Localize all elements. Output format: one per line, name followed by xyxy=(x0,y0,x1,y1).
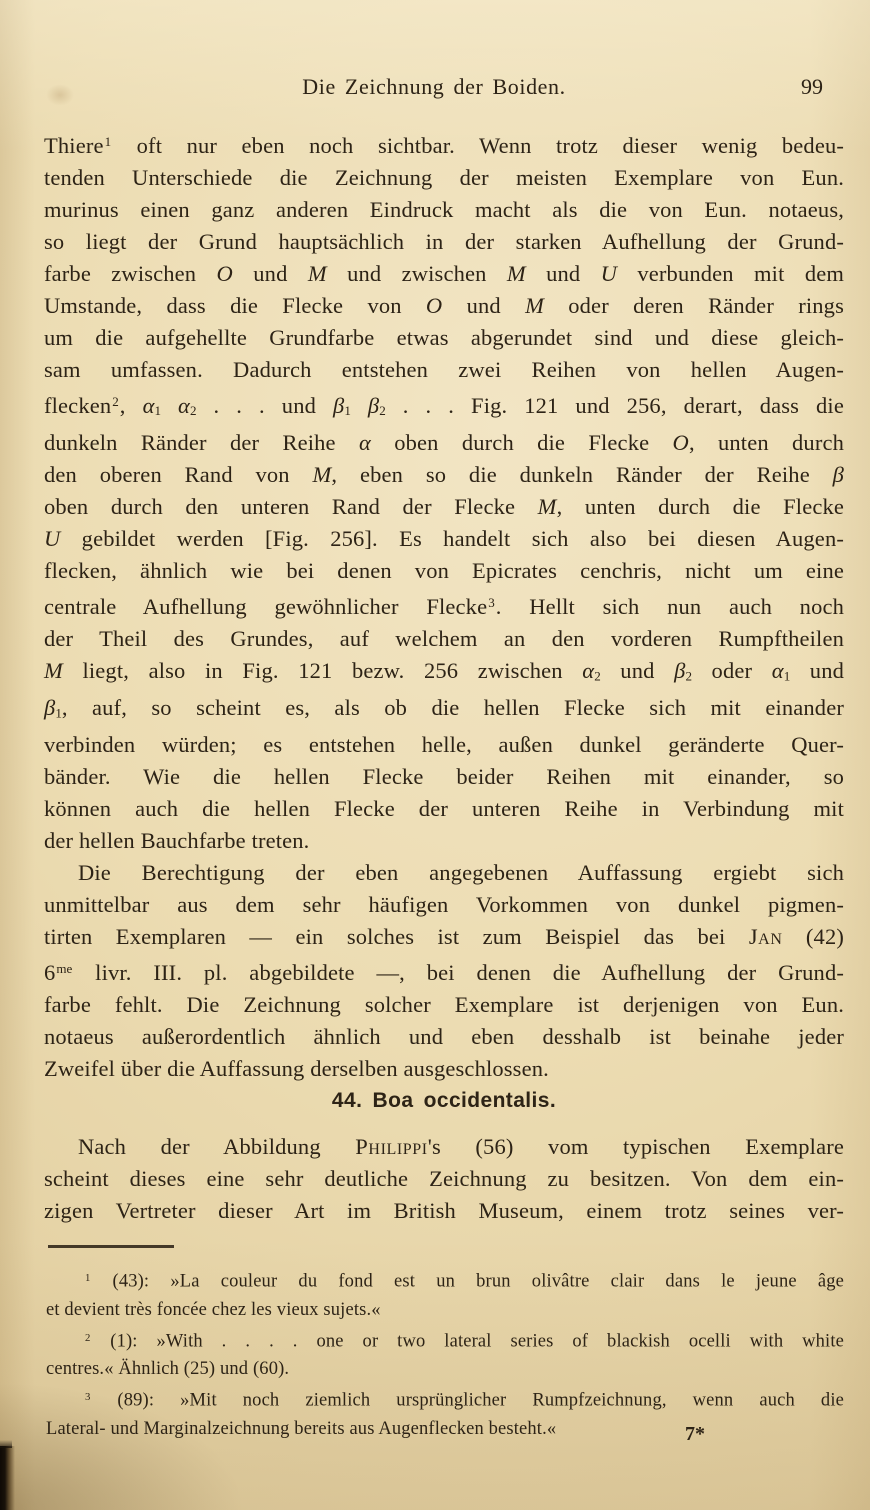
text-line: der Theil des Grundes, auf welchem an den vorderen Rumpftheilen xyxy=(44,625,844,651)
text-line: β1, auf, so scheint es, als ob die hellen Flecke sich mit einander xyxy=(44,695,844,721)
running-header: Die Zeichnung der Boiden. xyxy=(302,74,566,99)
text-line: $^2$ (1): »With . . . . one or two lateral series of blackish ocelli with white xyxy=(85,1331,844,1352)
text-line: Zweifel über die Auffassung derselben ausgeschlossen. xyxy=(44,1056,549,1082)
text-line: dunkeln Ränder der Reihe α oben durch die Flecke O, unten durch xyxy=(44,429,845,455)
footnote-rule xyxy=(48,1245,174,1248)
text-line: Thiere$^1$ oft nur eben noch sichtbar. Wenn trotz dieser wenig bedeu- xyxy=(44,132,844,158)
text-line: farbe fehlt. Die Zeichnung solcher Exemplare ist derjenigen von Eun. xyxy=(44,992,844,1018)
text-line: verbinden würden; es entstehen helle, außen dunkel geränderte Quer- xyxy=(44,732,844,758)
text-line: murinus einen ganz anderen Eindruck macht als die von Eun. notaeus, xyxy=(44,196,844,222)
signature-mark: 7* xyxy=(685,1423,705,1445)
text-line: centres.« Ähnlich (25) und (60). xyxy=(46,1359,290,1380)
body-text-continued xyxy=(44,1131,844,1227)
text-line: $6^{me}$ livr. III. pl. abgebildete —, bei denen die Aufhellung der Grund- xyxy=(44,960,844,986)
text-line: Nach der Abbildung Philippi's (56) vom typischen Exemplare xyxy=(78,1134,844,1159)
footnotes xyxy=(46,1264,844,1443)
text-line: der hellen Bauchfarbe treten. xyxy=(44,828,310,854)
text-line: sam umfassen. Dadurch entstehen zwei Reihen von hellen Augen- xyxy=(44,356,844,382)
text-line: so liegt der Grund hauptsächlich in der starken Aufhellung der Grund- xyxy=(44,228,844,254)
text-line: unmittelbar aus dem sehr häufigen Vorkommen von dunkel pigmen- xyxy=(44,892,844,918)
text-line: Umstande, dass die Flecke von O und M oder deren Ränder rings xyxy=(44,292,844,318)
page-number: 99 xyxy=(801,74,823,99)
text-line: $^3$ (89): »Mit noch ziemlich ursprünglicher Rumpfzeichnung, wenn auch die xyxy=(85,1390,844,1411)
text-line: tenden Unterschiede die Zeichnung der meisten Exemplare von Eun. xyxy=(44,164,844,190)
text-line: flecken$^2$, α1 α2 . . . und β1 β2 . . . Fig. 121 und 256, derart, dass die xyxy=(44,392,844,418)
text-line: flecken, ähnlich wie bei denen von Epicrates cenchris, nicht um eine xyxy=(44,557,844,583)
text-line: et devient très foncée chez les vieux sujets.« xyxy=(46,1299,381,1320)
text-line: Lateral- und Marginalzeichnung bereits aus Augenflecken besteht.« xyxy=(46,1418,557,1439)
text-line: können auch die hellen Flecke der unteren Reihe in Verbindung mit xyxy=(44,796,844,822)
text-line: tirten Exemplaren — ein solches ist zum Beispiel das bei Jan (42) xyxy=(44,924,844,950)
text-line: U gebildet werden [Fig. 256]. Es handelt sich also bei diesen Augen- xyxy=(44,525,844,551)
book-spine-shadow xyxy=(0,1446,16,1510)
text-line: centrale Aufhellung gewöhnlicher Flecke$^3$. Hellt sich nun auch noch xyxy=(44,593,845,619)
text-line: den oberen Rand von M, eben so die dunkeln Ränder der Reihe β xyxy=(44,461,844,487)
text-line: $^1$ (43): »La couleur du fond est un brun olivâtre clair dans le jeune âge xyxy=(85,1271,844,1292)
body-text xyxy=(44,126,844,1085)
text-line: um die aufgehellte Grundfarbe etwas abgerundet sind und diese gleich- xyxy=(44,324,844,350)
text-line: zigen Vertreter dieser Art im British Museum, einem trotz seines ver- xyxy=(44,1198,844,1223)
text-line: farbe zwischen O und M und zwischen M und U verbunden mit dem xyxy=(44,260,845,286)
section-heading: 44. Boa occidentalis. xyxy=(331,1089,557,1112)
text-line: notaeus außerordentlich ähnlich und eben desshalb ist beinahe jeder xyxy=(44,1024,844,1050)
text-line: scheint dieses eine sehr deutliche Zeichnung zu besitzen. Von dem ein- xyxy=(44,1166,844,1191)
text-line: oben durch den unteren Rand der Flecke M, unten durch die Flecke xyxy=(44,493,845,519)
text-line: Die Berechtigung der eben angegebenen Auffassung ergiebt sich xyxy=(78,860,844,886)
text-line: bänder. Wie die hellen Flecke beider Reihen mit einander, so xyxy=(44,764,844,790)
text-line: M liegt, also in Fig. 121 bezw. 256 zwischen α2 und β2 oder α1 und xyxy=(44,657,844,684)
